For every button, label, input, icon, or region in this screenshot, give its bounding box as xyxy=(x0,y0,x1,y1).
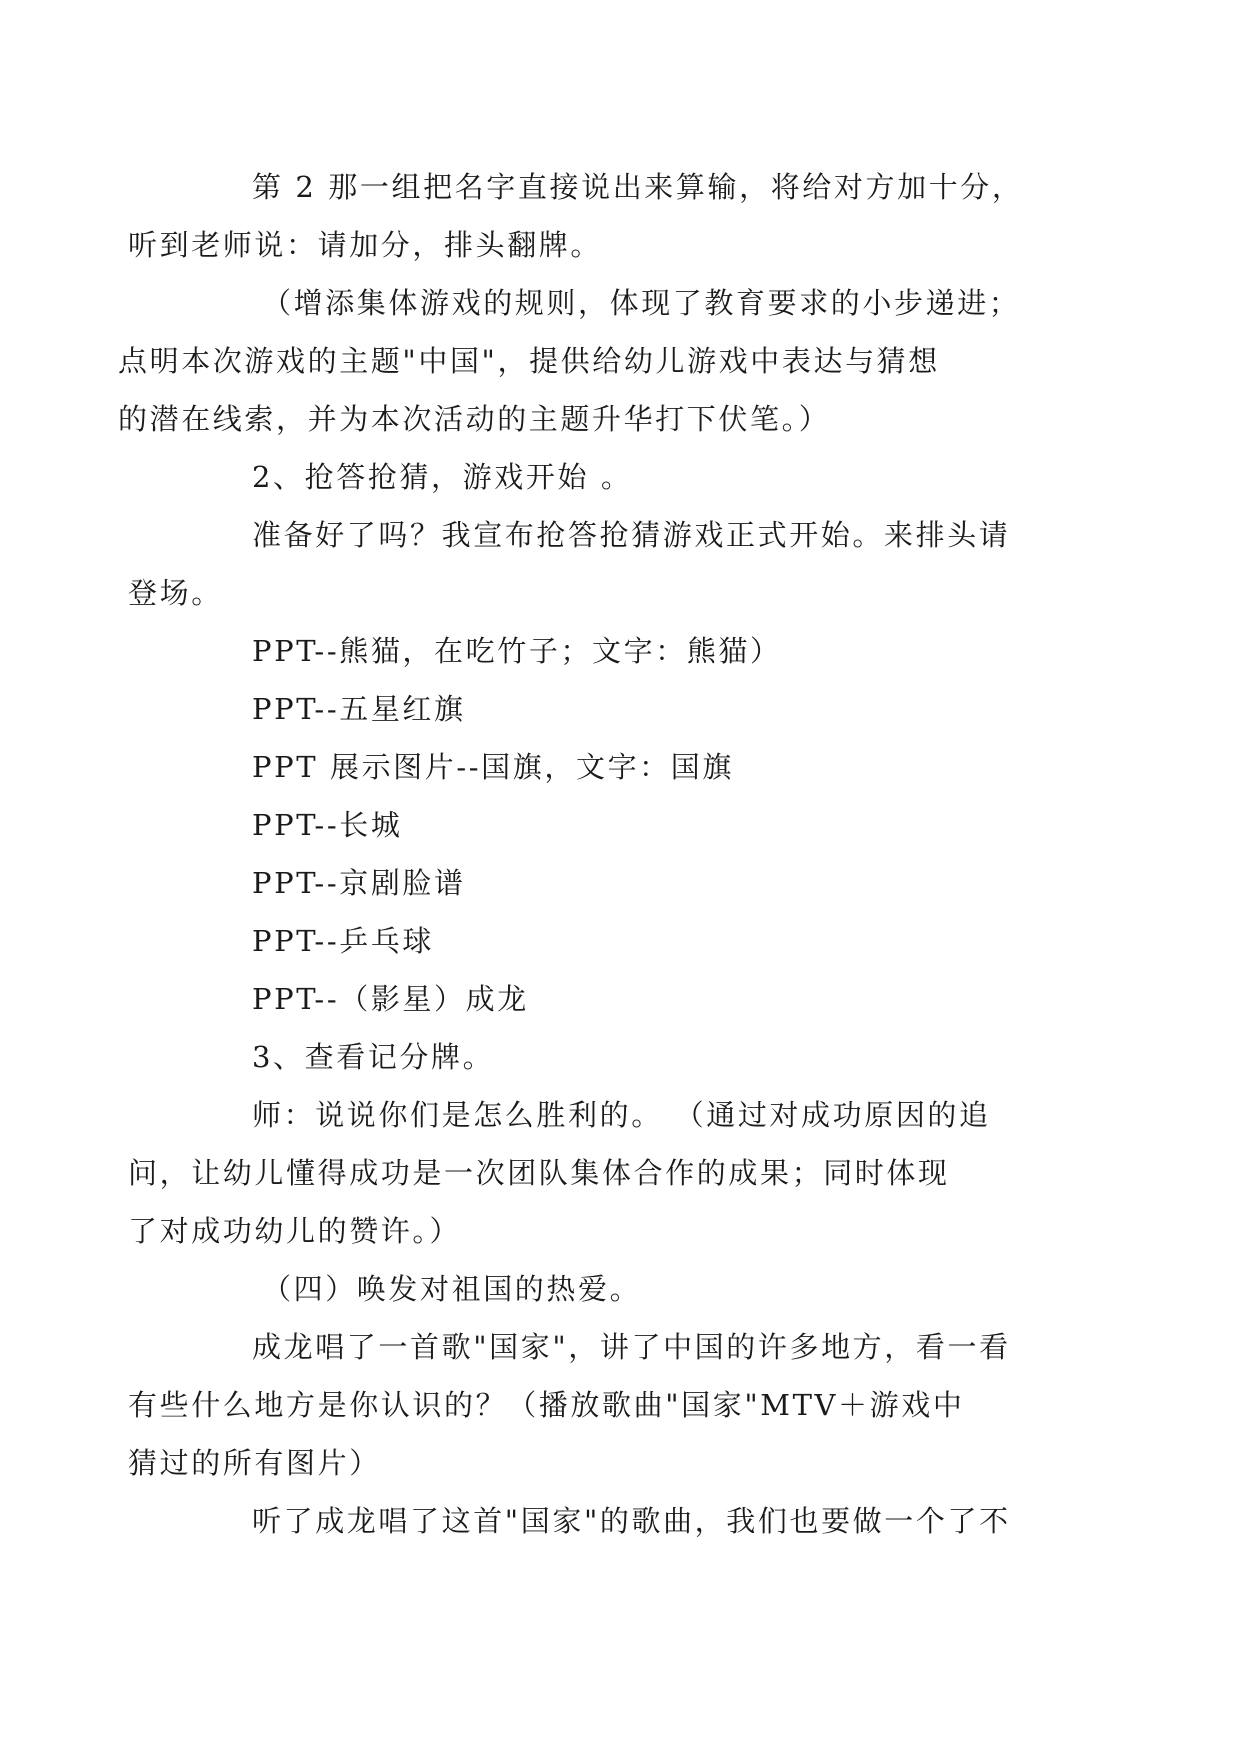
text-line: 听到老师说：请加分，排头翻牌。 xyxy=(128,228,603,262)
text-line: PPT--五星红旗 xyxy=(252,692,466,726)
text-line: （增添集体游戏的规则，体现了教育要求的小步递进； xyxy=(262,286,1021,320)
ppt-item-jackie-chan xyxy=(190,970,1050,1028)
paragraph-rule-note xyxy=(118,274,1050,448)
text-line: 师：说说你们是怎么胜利的。 （通过对成功原因的追 xyxy=(252,1098,991,1132)
paragraph-teacher-question xyxy=(128,1086,1050,1260)
text-line: PPT--熊猫，在吃竹子；文字：熊猫） xyxy=(252,634,782,668)
text-line: 有些什么地方是你认识的？（播放歌曲"国家"MTV＋游戏中 xyxy=(128,1388,965,1422)
text-line: PPT--（影星）成龙 xyxy=(252,982,529,1016)
text-line: PPT--京剧脸谱 xyxy=(252,866,466,900)
ppt-item-opera-mask xyxy=(190,854,1050,912)
ppt-item-flag-picture xyxy=(190,738,1050,796)
ppt-item-flag xyxy=(190,680,1050,738)
text-line: PPT--长城 xyxy=(252,808,403,842)
text-line: 准备好了吗？我宣布抢答抢猜游戏正式开始。来排头请 xyxy=(252,518,1011,552)
paragraph-song xyxy=(128,1318,1050,1492)
text-line: 问，让幼儿懂得成功是一次团队集体合作的成果；同时体现 xyxy=(128,1156,950,1190)
paragraph-conclusion xyxy=(190,1492,1050,1550)
text-line: PPT--乒乓球 xyxy=(252,924,435,958)
text-line: 了对成功幼儿的赞许。） xyxy=(128,1214,462,1248)
text-line: 猜过的所有图片） xyxy=(128,1446,381,1480)
paragraph-rule-penalty xyxy=(128,158,1050,274)
document-body xyxy=(118,158,1050,1550)
text-line: 第 2 那一组把名字直接说出来算输，将给对方加十分， xyxy=(252,170,1024,204)
text-line: 的潜在线索，并为本次活动的主题升华打下伏笔。） xyxy=(118,402,831,436)
ppt-item-ping-pong xyxy=(190,912,1050,970)
text-line: 成龙唱了一首歌"国家"，讲了中国的许多地方，看一看 xyxy=(252,1330,1011,1364)
text-line: 2、抢答抢猜，游戏开始 。 xyxy=(252,460,633,494)
ppt-item-panda xyxy=(190,622,1050,680)
paragraph-game-announce xyxy=(128,506,1050,622)
text-line: 3、查看记分牌。 xyxy=(252,1040,495,1074)
text-line: （四）唤发对祖国的热爱。 xyxy=(262,1272,642,1306)
section-heading-scoreboard xyxy=(190,1028,1050,1086)
text-line: 听了成龙唱了这首"国家"的歌曲，我们也要做一个了不 xyxy=(252,1504,1011,1538)
text-line: 点明本次游戏的主题"中国"，提供给幼儿游戏中表达与猜想 xyxy=(118,344,940,378)
text-line: 登场。 xyxy=(128,576,223,610)
section-heading-game-start xyxy=(190,448,1050,506)
section-heading-patriotism xyxy=(190,1260,1050,1318)
ppt-item-great-wall xyxy=(190,796,1050,854)
text-line: PPT 展示图片--国旗，文字：国旗 xyxy=(252,750,734,784)
